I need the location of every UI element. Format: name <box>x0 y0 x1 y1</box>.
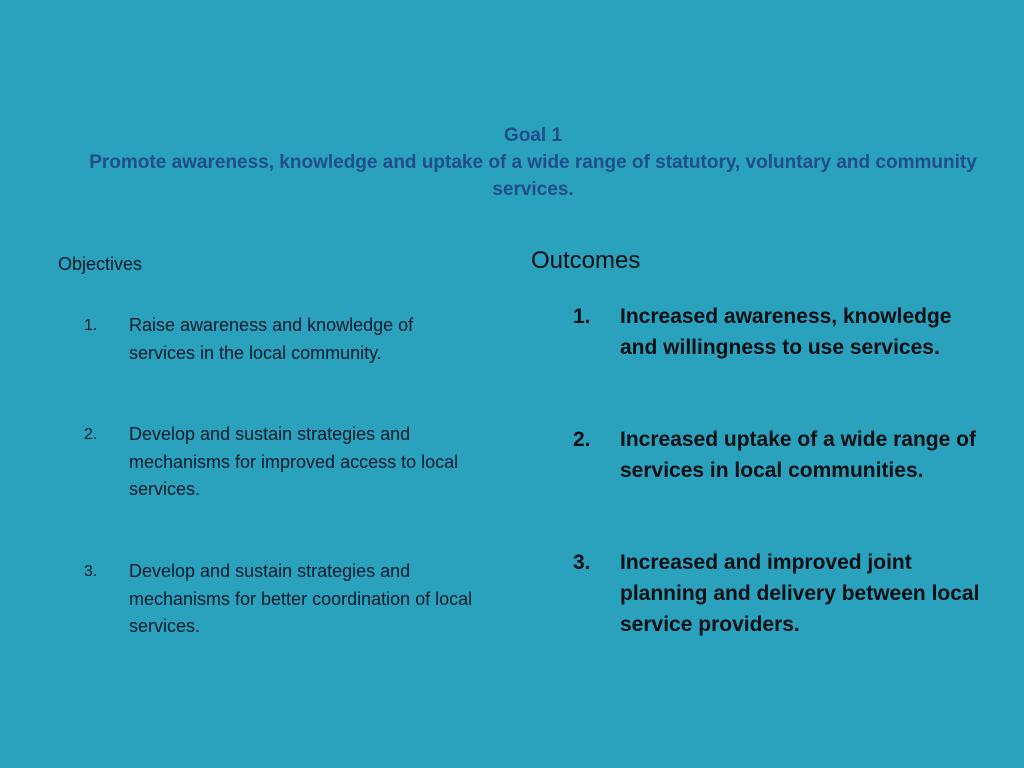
objective-number: 3. <box>84 563 98 580</box>
goal-description: Promote awareness, knowledge and uptake of a wide range of statutory, voluntary and community services. <box>89 152 977 200</box>
outcome-number: 2. <box>573 428 591 451</box>
outcome-text: Increased and improved joint planning and delivery between local service providers. <box>620 551 980 636</box>
objective-text: Develop and sustain strategies and mechanisms for better coordination of local services. <box>129 561 473 636</box>
outcome-text: Increased uptake of a wide range of services in local communities. <box>620 428 976 482</box>
outcome-item <box>573 547 993 640</box>
outcome-item <box>573 301 993 363</box>
outcome-number: 3. <box>573 551 591 574</box>
objective-item <box>84 558 484 641</box>
outcome-item <box>573 424 993 486</box>
objective-number: 1. <box>84 317 98 334</box>
objective-text: Develop and sustain strategies and mechanisms for improved access to local services. <box>129 424 459 499</box>
slide-title <box>60 122 1006 203</box>
goal-label: Goal 1 <box>503 125 563 146</box>
objective-item <box>84 421 484 504</box>
objectives-heading: Objectives <box>58 254 143 274</box>
objective-text: Raise awareness and knowledge of services in the local community. <box>129 315 414 363</box>
outcome-text: Increased awareness, knowledge and willingness to use services. <box>620 305 952 359</box>
objective-number: 2. <box>84 426 98 443</box>
outcome-number: 1. <box>573 305 591 328</box>
outcomes-heading: Outcomes <box>531 247 641 274</box>
objective-item <box>84 312 484 367</box>
